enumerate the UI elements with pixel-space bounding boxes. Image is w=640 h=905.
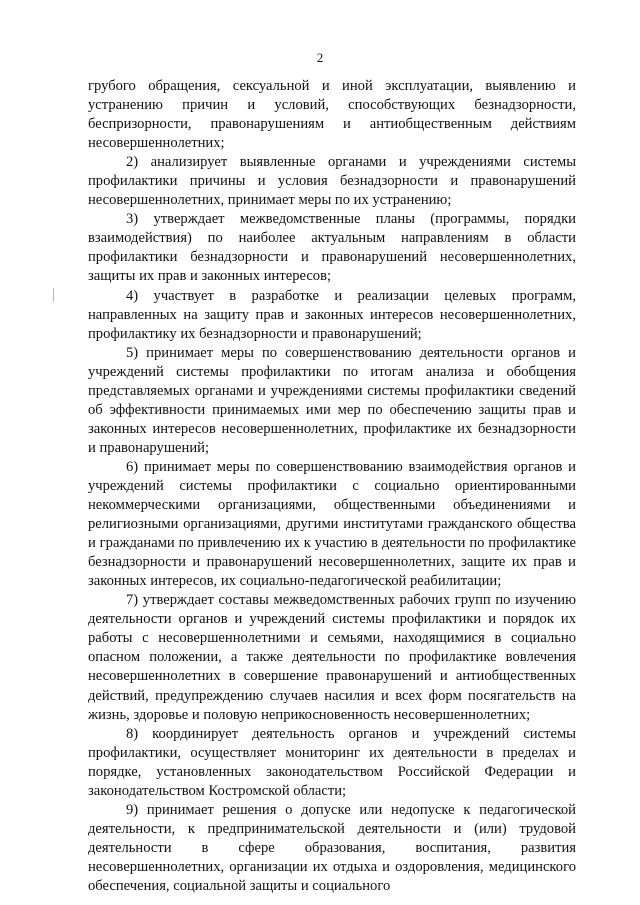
paragraph-item-2: 2) анализирует выявленные органами и учреждениями системы профилактики причины и условия безнадзорности и правонарушений несовершеннолетних, принимает меры по их устранению; [88, 154, 576, 209]
paragraph-item-9: 9) принимает решения о допуске или недопуске к педагогической деятельности, к предпринимательской деятельности и (или) трудовой деятельности в сфере образования, воспитания, развития несовершеннолетних, организации их отдыха и оздоровления, медицинского обеспечения, социальной защиты и социального [88, 801, 576, 894]
document-body [88, 77, 576, 896]
page-number: 2 [316, 50, 324, 65]
paragraph-item-4: 4) участвует в разработке и реализации целевых программ, направленных на защиту прав и законных интересов несовершеннолетних, профилактику их безнадзорности и правонарушений; [88, 287, 576, 342]
paragraph-item-8: 8) координирует деятельность органов и учреждений системы профилактики, осуществляет мониторинг их деятельности в пределах и порядке, установленных законодательством Российской Федерации и законодательством Костромской области; [88, 725, 576, 799]
paragraph-item-6: 6) принимает меры по совершенствованию взаимодействия органов и учреждений системы профилактики с социально ориентированными некоммерческими организациями, общественными объединениями и религиозными организациями, другими институтами гражданского общества и гражданами по привлечению их к участию в деятельности по профилактике безнадзорности и правонарушений несовершеннолетних, защите их прав и законных интересов, их социально-педагогической реабилитации; [88, 458, 576, 590]
paragraph-intro-continuation: грубого обращения, сексуальной и иной эксплуатации, выявлению и устранению причин и условий, способствующих безнадзорности, беспризорности, правонарушениям и антиобщественным действиям несовершеннолетних; [88, 78, 576, 152]
scan-artifact-mark [53, 288, 54, 302]
paragraph-item-5: 5) принимает меры по совершенствованию деятельности органов и учреждений системы профилактики по итогам анализа и обобщения представляемых органами и учреждениями системы профилактики сведений об эффективности принимаемых ими мер по обеспечению защиты прав и законных интересов несовершеннолетних, профилактике их безнадзорности и правонарушений; [88, 344, 576, 456]
paragraph-item-3: 3) утверждает межведомственные планы (программы, порядки взаимодействия) по наиболее актуальным направлениям в области профилактики безнадзорности и правонарушений несовершеннолетних, защиты их прав и законных интересов; [88, 211, 576, 285]
paragraph-item-7: 7) утверждает составы межведомственных рабочих групп по изучению деятельности органов и учреждений системы профилактики и порядок их работы с несовершеннолетними и семьями, находящимися в социально опасном положении, а также деятельности по профилактике вовлечения несовершеннолетних в совершение правонарушений и антиобщественных действий, предупреждению случаев насилия и всех форм посягательств на жизнь, здоровье и половую неприкосновенность несовершеннолетних; [88, 592, 576, 723]
